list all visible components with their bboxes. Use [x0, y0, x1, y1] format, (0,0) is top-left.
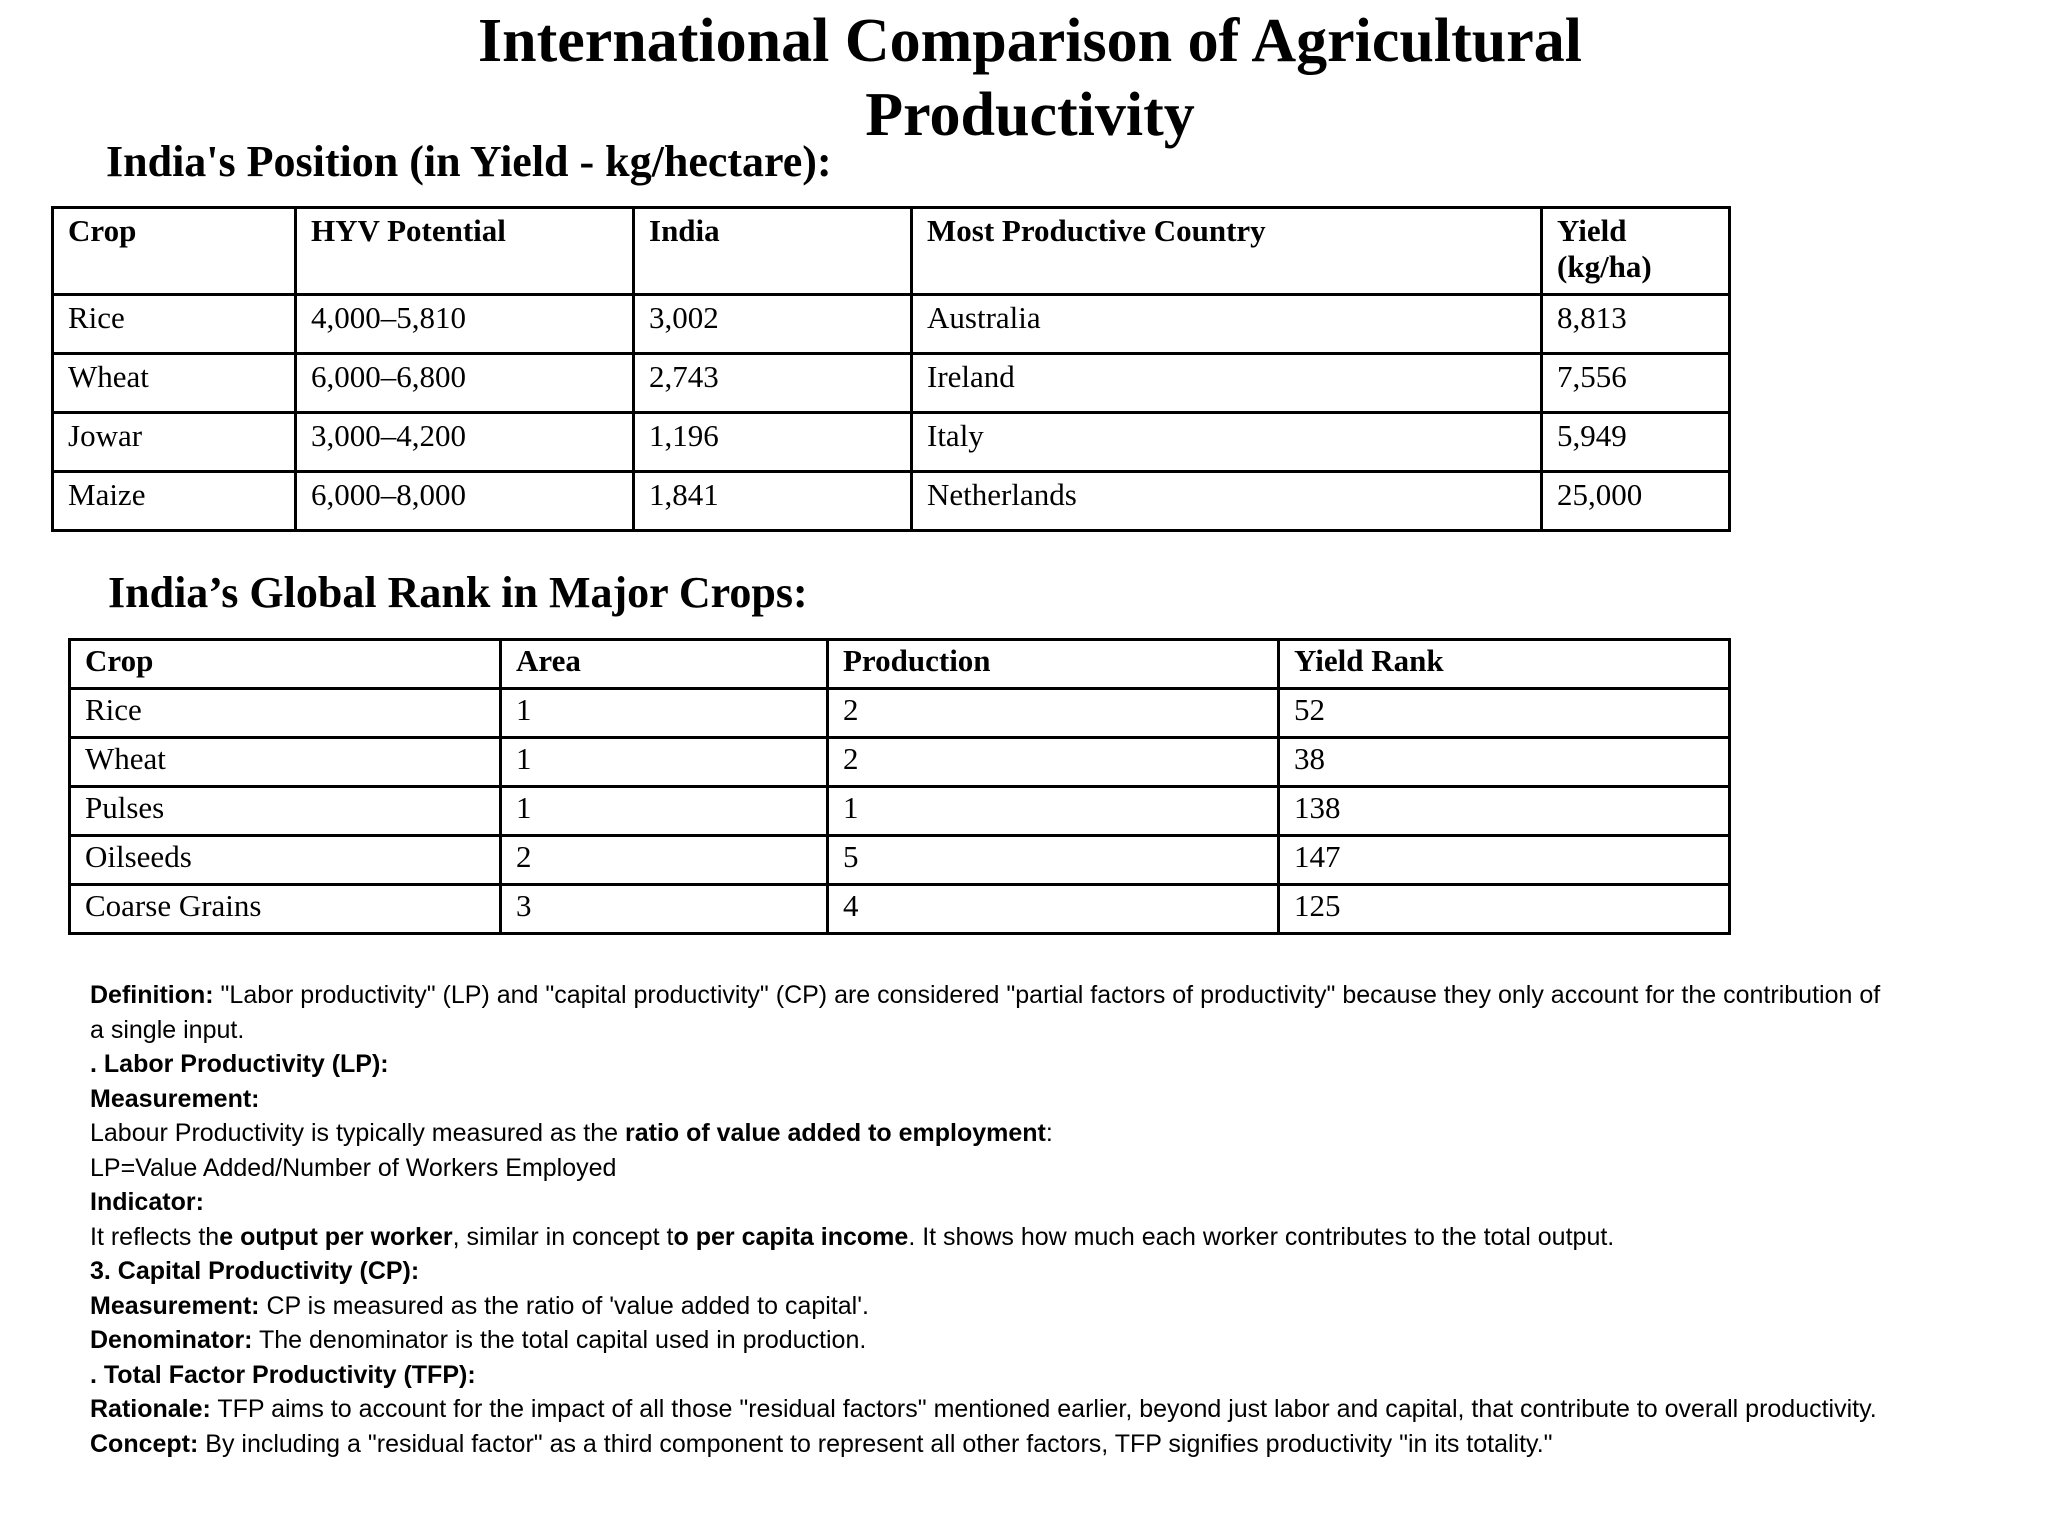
table-cell: 38 — [1279, 738, 1730, 787]
table-cell: 6,000–8,000 — [296, 472, 634, 531]
yield-comparison-table — [51, 206, 1731, 532]
table-cell: Ireland — [912, 354, 1542, 413]
cp-measurement-label: Measurement: — [90, 1291, 260, 1320]
definition-paragraph — [90, 978, 1890, 1047]
table-cell: Wheat — [70, 738, 501, 787]
indicator-text-3: . It shows how much each worker contributes to the total output. — [908, 1222, 1615, 1251]
table-cell: Wheat — [53, 354, 296, 413]
table-cell: Rice — [53, 295, 296, 354]
table-cell: 1 — [501, 738, 828, 787]
table-cell: 8,813 — [1542, 295, 1730, 354]
indicator-paragraph — [90, 1220, 1890, 1255]
lp-heading-text: . Labor Productivity (LP): — [90, 1050, 389, 1078]
table-cell: Oilseeds — [70, 836, 501, 885]
cp-heading — [90, 1254, 1890, 1289]
column-header-crop: Crop — [70, 640, 501, 689]
indicator-bold-1: e output per worker — [219, 1222, 453, 1251]
page-title: International Comparison of Agricultural Productivity — [478, 7, 1582, 149]
table-row — [53, 295, 1730, 354]
table-cell: 4,000–5,810 — [296, 295, 634, 354]
table-row — [70, 885, 1730, 934]
table-cell: Netherlands — [912, 472, 1542, 531]
lp-heading — [90, 1047, 1890, 1082]
table-cell: Maize — [53, 472, 296, 531]
table-row — [70, 787, 1730, 836]
cp-measurement-paragraph — [90, 1289, 1890, 1324]
table-cell: 3,000–4,200 — [296, 413, 634, 472]
yield-section-heading: India's Position (in Yield - kg/hectare): — [106, 137, 832, 186]
table-cell: 1 — [828, 787, 1279, 836]
column-header-yield: Yield (kg/ha) — [1542, 208, 1730, 295]
table-cell: 7,556 — [1542, 354, 1730, 413]
table-cell: 147 — [1279, 836, 1730, 885]
table-cell: 2 — [828, 689, 1279, 738]
table-cell: 6,000–6,800 — [296, 354, 634, 413]
table-header-row — [53, 208, 1730, 295]
column-header-india: India — [634, 208, 912, 295]
column-header-hyv-potential: HYV Potential — [296, 208, 634, 295]
tfp-concept-label: Concept: — [90, 1429, 199, 1458]
lp-measure-text-2: : — [1045, 1119, 1053, 1147]
table-cell: Jowar — [53, 413, 296, 472]
table-cell: 25,000 — [1542, 472, 1730, 531]
tfp-rationale-label: Rationale: — [90, 1395, 211, 1423]
table-row — [53, 472, 1730, 531]
column-header-crop: Crop — [53, 208, 296, 295]
table-cell: Rice — [70, 689, 501, 738]
table-cell: 2,743 — [634, 354, 912, 413]
table-cell: 2 — [501, 836, 828, 885]
table-row — [70, 836, 1730, 885]
indicator-text-2: , similar in concept t — [452, 1222, 674, 1251]
lp-measurement-label: Measurement: — [90, 1084, 260, 1113]
table-row — [53, 354, 1730, 413]
table-row — [53, 413, 1730, 472]
tfp-heading-text: . Total Factor Productivity (TFP): — [90, 1360, 476, 1389]
column-header-most-productive-country: Most Productive Country — [912, 208, 1542, 295]
cp-measurement-text: CP is measured as the ratio of 'value added to capital'. — [259, 1291, 869, 1320]
table-cell: 4 — [828, 885, 1279, 934]
tfp-heading — [90, 1358, 1890, 1393]
table-cell: 1,841 — [634, 472, 912, 531]
cp-denominator-text: The denominator is the total capital used in production. — [252, 1326, 867, 1354]
table-cell: 5 — [828, 836, 1279, 885]
definition-label: Definition: — [90, 981, 214, 1009]
lp-formula: LP=Value Added/Number of Workers Employed — [90, 1153, 617, 1182]
definition-text: "Labor productivity" (LP) and "capital productivity" (CP) are considered "partial factors of productivity" because they only account for the contribution of a single input. — [90, 981, 1881, 1044]
table-cell: 5,949 — [1542, 413, 1730, 472]
tfp-rationale-paragraph — [90, 1392, 1890, 1427]
table-row — [70, 738, 1730, 787]
table-cell: 2 — [828, 738, 1279, 787]
column-header-area: Area — [501, 640, 828, 689]
table-cell: 1 — [501, 787, 828, 836]
rank-section-heading: India’s Global Rank in Major Crops: — [108, 568, 808, 617]
lp-measurement-label-line — [90, 1082, 1890, 1117]
table-cell: 1,196 — [634, 413, 912, 472]
table-header-row — [70, 640, 1730, 689]
lp-measure-bold: ratio of value added to employment — [624, 1119, 1046, 1147]
table-cell: 3 — [501, 885, 828, 934]
table-cell: 1 — [501, 689, 828, 738]
column-header-yield-rank: Yield Rank — [1279, 640, 1730, 689]
indicator-text-1: It reflects th — [90, 1222, 220, 1251]
tfp-concept-text: By including a "residual factor" as a third component to represent all other factors, TFP signifies productivity "in its totality." — [198, 1429, 1553, 1458]
table-cell: Italy — [912, 413, 1542, 472]
table-cell: Coarse Grains — [70, 885, 501, 934]
indicator-bold-2: o per capita income — [673, 1222, 909, 1251]
cp-denominator-paragraph — [90, 1323, 1890, 1358]
productivity-notes — [90, 978, 1890, 1461]
table-cell: 138 — [1279, 787, 1730, 836]
table-cell: 125 — [1279, 885, 1730, 934]
tfp-rationale-text: TFP aims to account for the impact of all those "residual factors" mentioned earlier, beyond just labor and capital, that contribute to overall productivity. — [210, 1395, 1877, 1423]
global-rank-table — [68, 638, 1731, 935]
lp-measure-text-1: Labour Productivity is typically measured as the — [90, 1119, 625, 1147]
indicator-label: Indicator: — [90, 1188, 204, 1216]
table-cell: Australia — [912, 295, 1542, 354]
lp-measurement-paragraph — [90, 1116, 1890, 1151]
tfp-concept-paragraph — [90, 1427, 1890, 1462]
cp-heading-text: 3. Capital Productivity (CP): — [90, 1257, 420, 1285]
table-cell: 3,002 — [634, 295, 912, 354]
table-cell: 52 — [1279, 689, 1730, 738]
table-row — [70, 689, 1730, 738]
cp-denominator-label: Denominator: — [90, 1326, 253, 1354]
column-header-production: Production — [828, 640, 1279, 689]
table-cell: Pulses — [70, 787, 501, 836]
indicator-label-line — [90, 1185, 1890, 1220]
